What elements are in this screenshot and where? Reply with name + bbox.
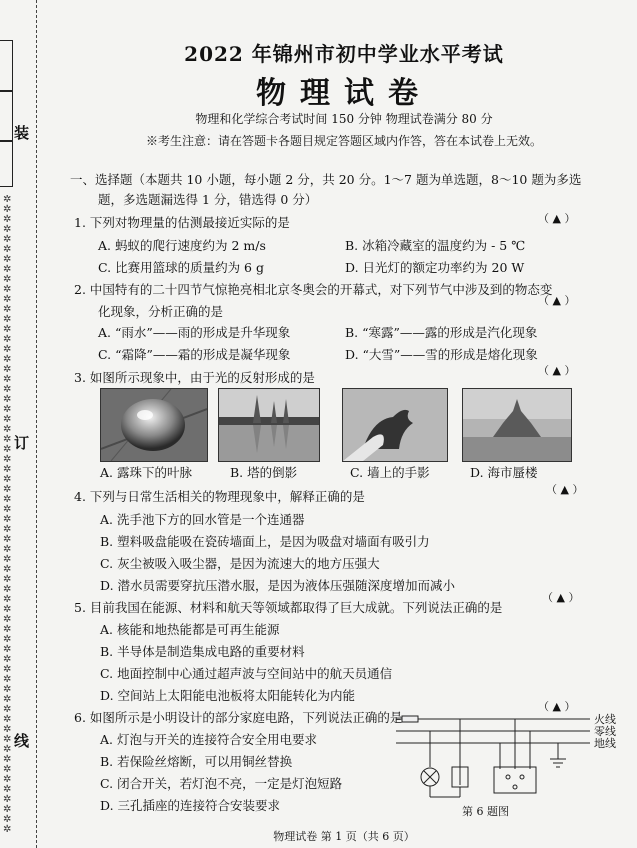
q6-option-d: D. 三孔插座的连接符合安装要求 bbox=[100, 798, 281, 813]
q4-option-d: D. 潜水员需要穿抗压潜水服，是因为液体压强随深度增加而减小 bbox=[100, 578, 456, 593]
answer-mark-6: （ ▲ ） bbox=[538, 700, 576, 713]
question-2-stem-cont: 化现象，分析正确的是 bbox=[98, 304, 224, 319]
q2-option-b: B. “寒露”——露的形成是汽化现象 bbox=[345, 325, 538, 340]
question-3-stem: 3. 如图所示现象中，由于光的反射形成的是 bbox=[74, 370, 315, 385]
section-heading-cont: 题，多选题漏选得 1 分，错选得 0 分） bbox=[98, 192, 318, 207]
q3-option-b: B. 塔的倒影 bbox=[230, 465, 298, 480]
q3-option-c: C. 墙上的手影 bbox=[350, 465, 430, 480]
q5-option-c: C. 地面控制中心通过超声波与空间站中的航天员通信 bbox=[100, 666, 393, 681]
question-5-stem: 5. 目前我国在能源、材料和航天等领域都取得了巨大成就。下列说法正确的是 bbox=[74, 600, 503, 615]
question-4-stem: 4. 下列与日常生活相关的物理现象中，解释正确的是 bbox=[74, 489, 365, 504]
photo-hand-shadow bbox=[342, 388, 448, 462]
binding-char-zhuang: 装 bbox=[14, 124, 30, 142]
subject-title: 物理试卷 bbox=[256, 76, 432, 111]
page-footer: 物理试卷 第 1 页（共 6 页） bbox=[273, 830, 415, 843]
figure-6-caption: 第 6 题图 bbox=[462, 805, 509, 818]
q4-option-c: C. 灰尘被吸入吸尘器，是因为流速大的地方压强大 bbox=[100, 556, 380, 571]
binding-char-xian: 线 bbox=[14, 732, 30, 750]
ground-wire-label: 地线 bbox=[594, 737, 616, 750]
neutral-wire-label: 零线 bbox=[594, 725, 616, 738]
q4-option-b: B. 塑料吸盘能吸在瓷砖墙面上，是因为吸盘对墙面有吸引力 bbox=[100, 534, 430, 549]
answer-mark-1: （ ▲ ） bbox=[538, 212, 576, 225]
q1-option-c: C. 比赛用篮球的质量约为 6 g bbox=[98, 260, 264, 275]
q6-option-b: B. 若保险丝熔断，可以用铜丝替换 bbox=[100, 754, 293, 769]
q5-option-d: D. 空间站上太阳能电池板将太阳能转化为内能 bbox=[100, 688, 356, 703]
q1-option-b: B. 冰箱冷藏室的温度约为 - 5 ℃ bbox=[345, 238, 526, 253]
binding-margin bbox=[0, 0, 37, 848]
q1-option-a: A. 蚂蚁的爬行速度约为 2 m/s bbox=[98, 238, 266, 253]
q5-option-a: A. 核能和地热能都是可再生能源 bbox=[100, 622, 280, 637]
exam-title: 2022 年锦州市初中学业水平考试 bbox=[184, 42, 504, 66]
section-heading: 一、选择题（本题共 10 小题，每小题 2 分，共 20 分。1～7 题为单选题，8～10 题为多选 bbox=[70, 172, 582, 187]
q2-option-a: A. “雨水”——雨的形成是升华现象 bbox=[98, 325, 291, 340]
answer-mark-4: （ ▲ ） bbox=[546, 483, 584, 496]
q6-option-a: A. 灯泡与开关的连接符合安全用电要求 bbox=[100, 732, 317, 747]
circuit-diagram bbox=[390, 707, 637, 819]
question-6-stem: 6. 如图所示是小明设计的部分家庭电路，下列说法正确的是 bbox=[74, 710, 403, 725]
star-border: ✲✲✲✲✲✲✲✲✲✲✲✲✲✲✲✲✲✲✲✲✲✲✲✲✲✲✲✲✲✲✲✲✲✲✲✲✲✲✲✲✲✲✲✲✲✲✲✲✲✲✲✲✲✲✲✲✲✲✲✲✲✲✲✲ bbox=[3, 195, 12, 835]
question-2-stem: 2. 中国特有的二十四节气惊艳亮相北京冬奥会的开幕式，对下列节气中涉及到的物态变 bbox=[74, 282, 553, 297]
q2-option-c: C. “霜降”——霜的形成是凝华现象 bbox=[98, 347, 291, 362]
q5-option-b: B. 半导体是制造集成电路的重要材料 bbox=[100, 644, 305, 659]
answer-mark-3: （ ▲ ） bbox=[538, 364, 576, 377]
exam-notice: ※考生注意：请在答题卡各题目规定答题区域内作答，答在本试卷上无效。 bbox=[145, 134, 542, 148]
question-1-stem: 1. 下列对物理量的估测最接近实际的是 bbox=[74, 215, 290, 230]
answer-mark-5: （ ▲ ） bbox=[542, 591, 580, 604]
photo-pagoda-reflection bbox=[218, 388, 320, 462]
photo-mirage bbox=[462, 388, 572, 462]
q3-option-d: D. 海市蜃楼 bbox=[470, 465, 538, 480]
q3-option-a: A. 露珠下的叶脉 bbox=[100, 465, 192, 480]
live-wire-label: 火线 bbox=[594, 713, 616, 726]
q2-option-d: D. “大雪”——雪的形成是熔化现象 bbox=[345, 347, 538, 362]
answer-mark-2: （ ▲ ） bbox=[538, 294, 576, 307]
exam-info: 物理和化学综合考试时间 150 分钟 物理试卷满分 80 分 bbox=[195, 112, 493, 126]
q1-option-d: D. 日光灯的额定功率约为 20 W bbox=[345, 260, 525, 275]
photo-dewdrop-leaf bbox=[100, 388, 208, 462]
binding-char-ding: 订 bbox=[14, 434, 30, 452]
q4-option-a: A. 洗手池下方的回水管是一个连通器 bbox=[100, 512, 305, 527]
q6-option-c: C. 闭合开关，若灯泡不亮，一定是灯泡短路 bbox=[100, 776, 343, 791]
